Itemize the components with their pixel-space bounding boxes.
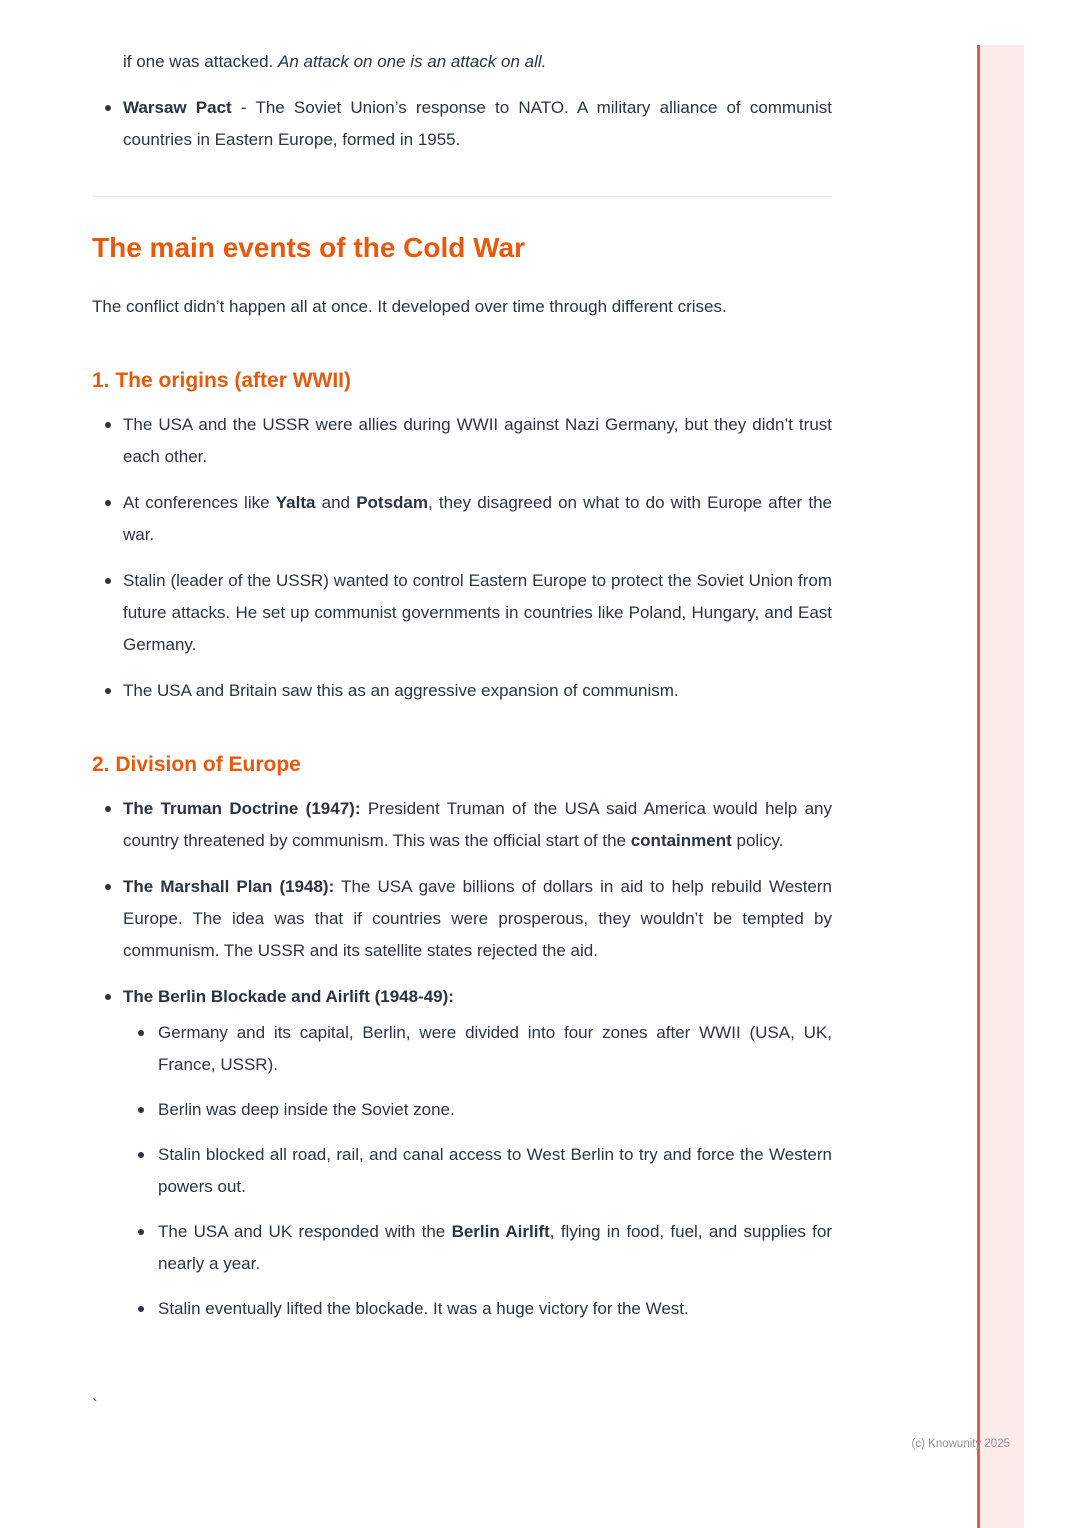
stray-backtick: ` (92, 1396, 98, 1415)
bullet-continuation-text: if one was attacked. An attack on one is an attack on all. (123, 52, 547, 71)
list-item: Stalin (leader of the USSR) wanted to control Eastern Europe to protect the Soviet Union from future attacks. He set up communist governments in countries like Poland, Hungary, and East Germany. (92, 565, 832, 661)
sub-list-item: Germany and its capital, Berlin, were divided into four zones after WWII (USA, UK, France, USSR). (123, 1017, 832, 1081)
list-item (92, 981, 832, 1325)
top-bullet-list (92, 92, 832, 156)
list-item-text: The Berlin Blockade and Airlift (1948-49): (123, 987, 454, 1006)
list-item: The USA and Britain saw this as an aggressive expansion of communism. (92, 675, 832, 707)
copyright-watermark: (c) Knowunity 2025 (911, 1438, 1010, 1450)
sub-list-item: The USA and UK responded with the Berlin Airlift, flying in food, fuel, and supplies for nearly a year. (123, 1216, 832, 1280)
division-section-title: 2. Division of Europe (92, 753, 301, 776)
main-section-intro: The conflict didn’t happen all at once. It developed over time through different crises. (92, 297, 727, 316)
page-content (92, 46, 832, 1325)
berlin-sub-list (123, 1017, 832, 1325)
origins-bullet-list (92, 409, 832, 707)
list-item: At conferences like Yalta and Potsdam, they disagreed on what to do with Europe after the war. (92, 487, 832, 551)
section-divider (92, 196, 832, 197)
sub-list-item: Stalin blocked all road, rail, and canal access to West Berlin to try and force the Western powers out. (123, 1139, 832, 1203)
division-bullet-list (92, 793, 832, 1325)
sub-list-item: Berlin was deep inside the Soviet zone. (123, 1094, 832, 1126)
origins-section-title: 1. The origins (after WWII) (92, 369, 352, 392)
sub-list-item: Stalin eventually lifted the blockade. It was a huge victory for the West. (123, 1293, 832, 1325)
main-section-title: The main events of the Cold War (92, 232, 526, 263)
list-item: Warsaw Pact - The Soviet Union’s response to NATO. A military alliance of communist countries in Eastern Europe, formed in 1955. (92, 92, 832, 156)
right-margin-stripe (977, 45, 1024, 1528)
list-item: The Marshall Plan (1948): The USA gave billions of dollars in aid to help rebuild Western Europe. The idea was that if countries were prosperous, they wouldn’t be tempted by communism. The USSR and its satellite states rejected the aid. (92, 871, 832, 967)
list-item: The Truman Doctrine (1947): President Truman of the USA said America would help any country threatened by communism. This was the official start of the containment policy. (92, 793, 832, 857)
list-item: The USA and the USSR were allies during WWII against Nazi Germany, but they didn’t trust each other. (92, 409, 832, 473)
